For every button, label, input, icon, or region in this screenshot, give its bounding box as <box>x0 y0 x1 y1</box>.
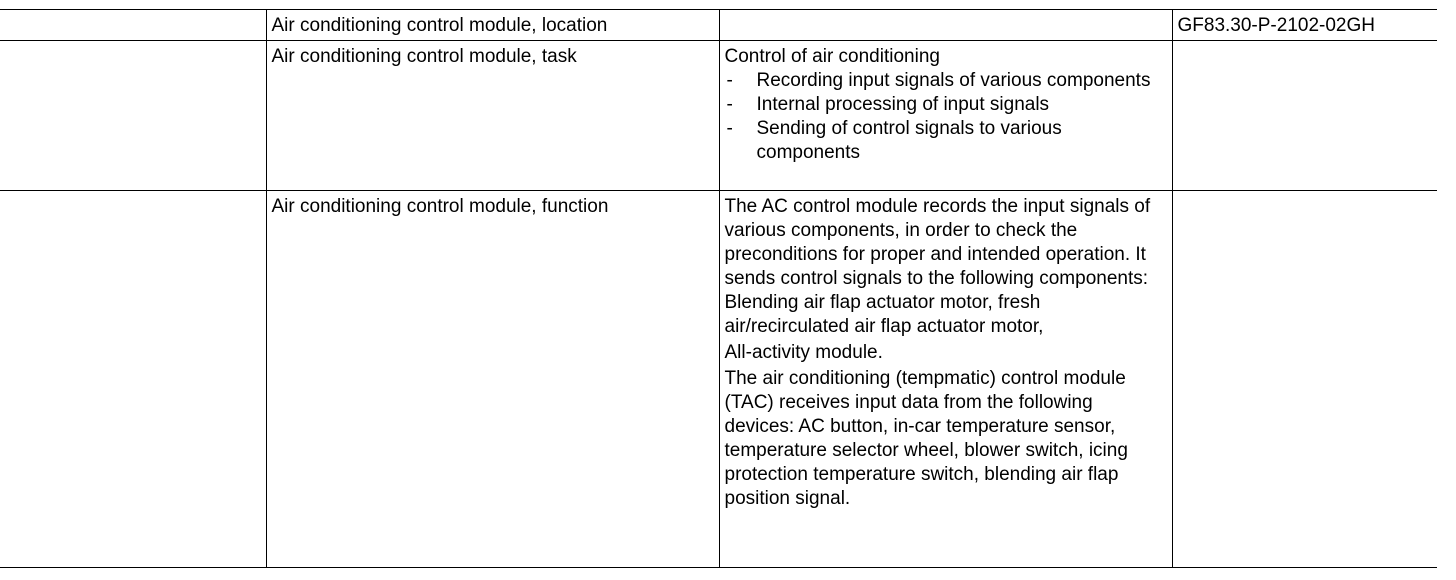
bullet-marker: - <box>726 118 733 139</box>
table-row <box>0 41 1437 191</box>
table-row <box>0 10 1437 41</box>
reference-cell <box>1172 191 1437 568</box>
blank-cell <box>0 191 266 568</box>
bullet-marker: - <box>726 70 733 91</box>
bullet-list <box>725 69 1168 165</box>
item-cell <box>266 10 719 41</box>
list-item <box>725 93 1168 117</box>
list-item-text: Sending of control signals to various components <box>756 118 1062 163</box>
reference-code: GF83.30-P-2102-02GH <box>1177 15 1375 36</box>
blank-cell <box>0 41 266 191</box>
description-paragraph: The air conditioning (tempmatic) control module (TAC) receives input data from the following devices: AC button, in-car temperature sensor, temperature selector wheel, blower switch, icing protection temperature switch, blending air flap position signal. <box>724 368 1128 509</box>
table-row <box>0 191 1437 568</box>
component-table <box>0 9 1437 568</box>
item-label: Air conditioning control module, function <box>271 196 609 217</box>
description-cell <box>719 10 1172 41</box>
list-item <box>725 117 1168 165</box>
list-item-text: Internal processing of input signals <box>756 94 1050 115</box>
description-paragraph: The AC control module records the input signals of various components, in order to check the preconditions for proper and intended operation. It sends control signals to the following components: Blending air flap actuator motor, fresh air/recirculated air flap actuator motor, <box>724 196 1151 337</box>
description-title: Control of air conditioning <box>724 46 940 67</box>
item-cell <box>266 41 719 191</box>
item-label: Air conditioning control module, location <box>271 15 608 36</box>
description-cell <box>719 191 1172 568</box>
description-paragraph: All-activity module. <box>724 342 883 363</box>
reference-cell <box>1172 41 1437 191</box>
list-item-text: Recording input signals of various components <box>756 70 1151 91</box>
list-item <box>725 69 1168 93</box>
reference-cell <box>1172 10 1437 41</box>
item-label: Air conditioning control module, task <box>271 46 577 67</box>
description-cell <box>719 41 1172 191</box>
blank-cell <box>0 10 266 41</box>
item-cell <box>266 191 719 568</box>
bullet-marker: - <box>726 94 733 115</box>
